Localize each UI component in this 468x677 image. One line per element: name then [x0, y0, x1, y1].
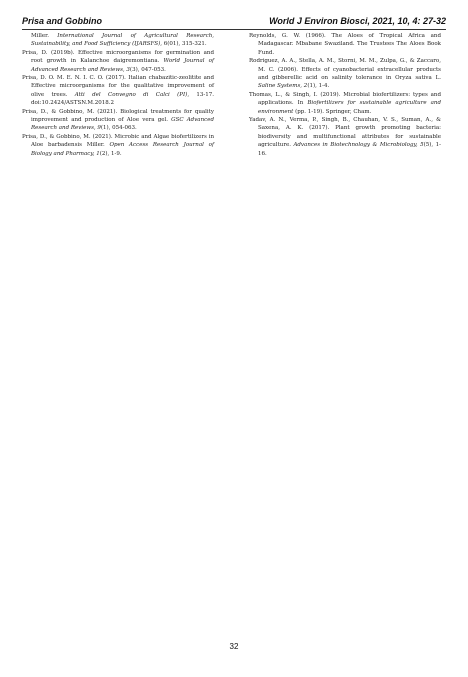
running-header	[22, 12, 446, 26]
header-journal: World J Environ Biosci, 2021, 10, 4: 27-32	[269, 16, 446, 26]
header-rule	[22, 29, 446, 30]
reference-item: Rodriguez, A. A., Stella, A. M., Storni, M. M., Zulpa, G., & Zaccaro, M. C. (2006). Effects of cyanobacterial extracellular products and gibberellic acid on salinity tolerance in Oryza sativa L. Saline Systems, 2(1), 1-4.	[249, 58, 441, 90]
header-authors: Prisa and Gobbino	[22, 16, 103, 26]
reference-item: Thomas, L., & Singh, I. (2019). Microbial biofertilizers: types and applications. In Biofertilizers for sustainable agriculture and environment (pp. 1-19). Springer, Cham.	[249, 91, 441, 115]
reference-item: Yadav, A. N., Verma, P., Singh, B., Chauhan, V. S., Suman, A., & Saxena, A. K. (2017). Plant growth promoting bacteria: biodiversity and multifunctional attributes for sustainable agriculture. Advances in Biotechnology & Microbiology, 5(5), 1-16.	[249, 117, 441, 157]
reference-item: Prisa, D. (2019b). Effective microorganisms for germination and root growth in Kalanchoe daigremontiana. World Journal of Advanced Research and Reviews, 3(3), 047-053.	[22, 49, 214, 73]
reference-column-right	[249, 32, 441, 158]
reference-item: Miller. International Journal of Agricultural Research, Sustainability, and Food Sufficiency (IJARSFS), 6(01), 315-321.	[31, 33, 214, 48]
reference-item: Prisa, D., & Gobbino, M. (2021). Microbic and Algae biofertilizers in Aloe barbadensis Miller. Open Access Research Journal of Biology and Pharmacy, 1(2), 1-9.	[22, 133, 214, 157]
page-number: 32	[229, 642, 239, 651]
reference-item: Reynolds, G. W. (1966). The Aloes of Tropical Africa and Madagascar. Mbabane Swaziland. The Trustees The Aloes Book Fund.	[249, 33, 441, 56]
reference-item: Prisa, D., & Gobbino, M. (2021). Biological treatments for quality improvement and production of Aloe vera gel. GSC Advanced Research and Reviews, 9(1), 054-063.	[22, 108, 214, 132]
reference-column-left	[22, 32, 214, 158]
reference-item: Prisa, D. O. M. E. N. I. C. O. (2017). Italian chabazitic-zeolitite and Effective microorganisms for the qualitative improvement of olive trees. Atti del Convegno di Calci (PI), 13-17. doi:10.2424/ASTSN.M.2018.2	[22, 75, 214, 107]
